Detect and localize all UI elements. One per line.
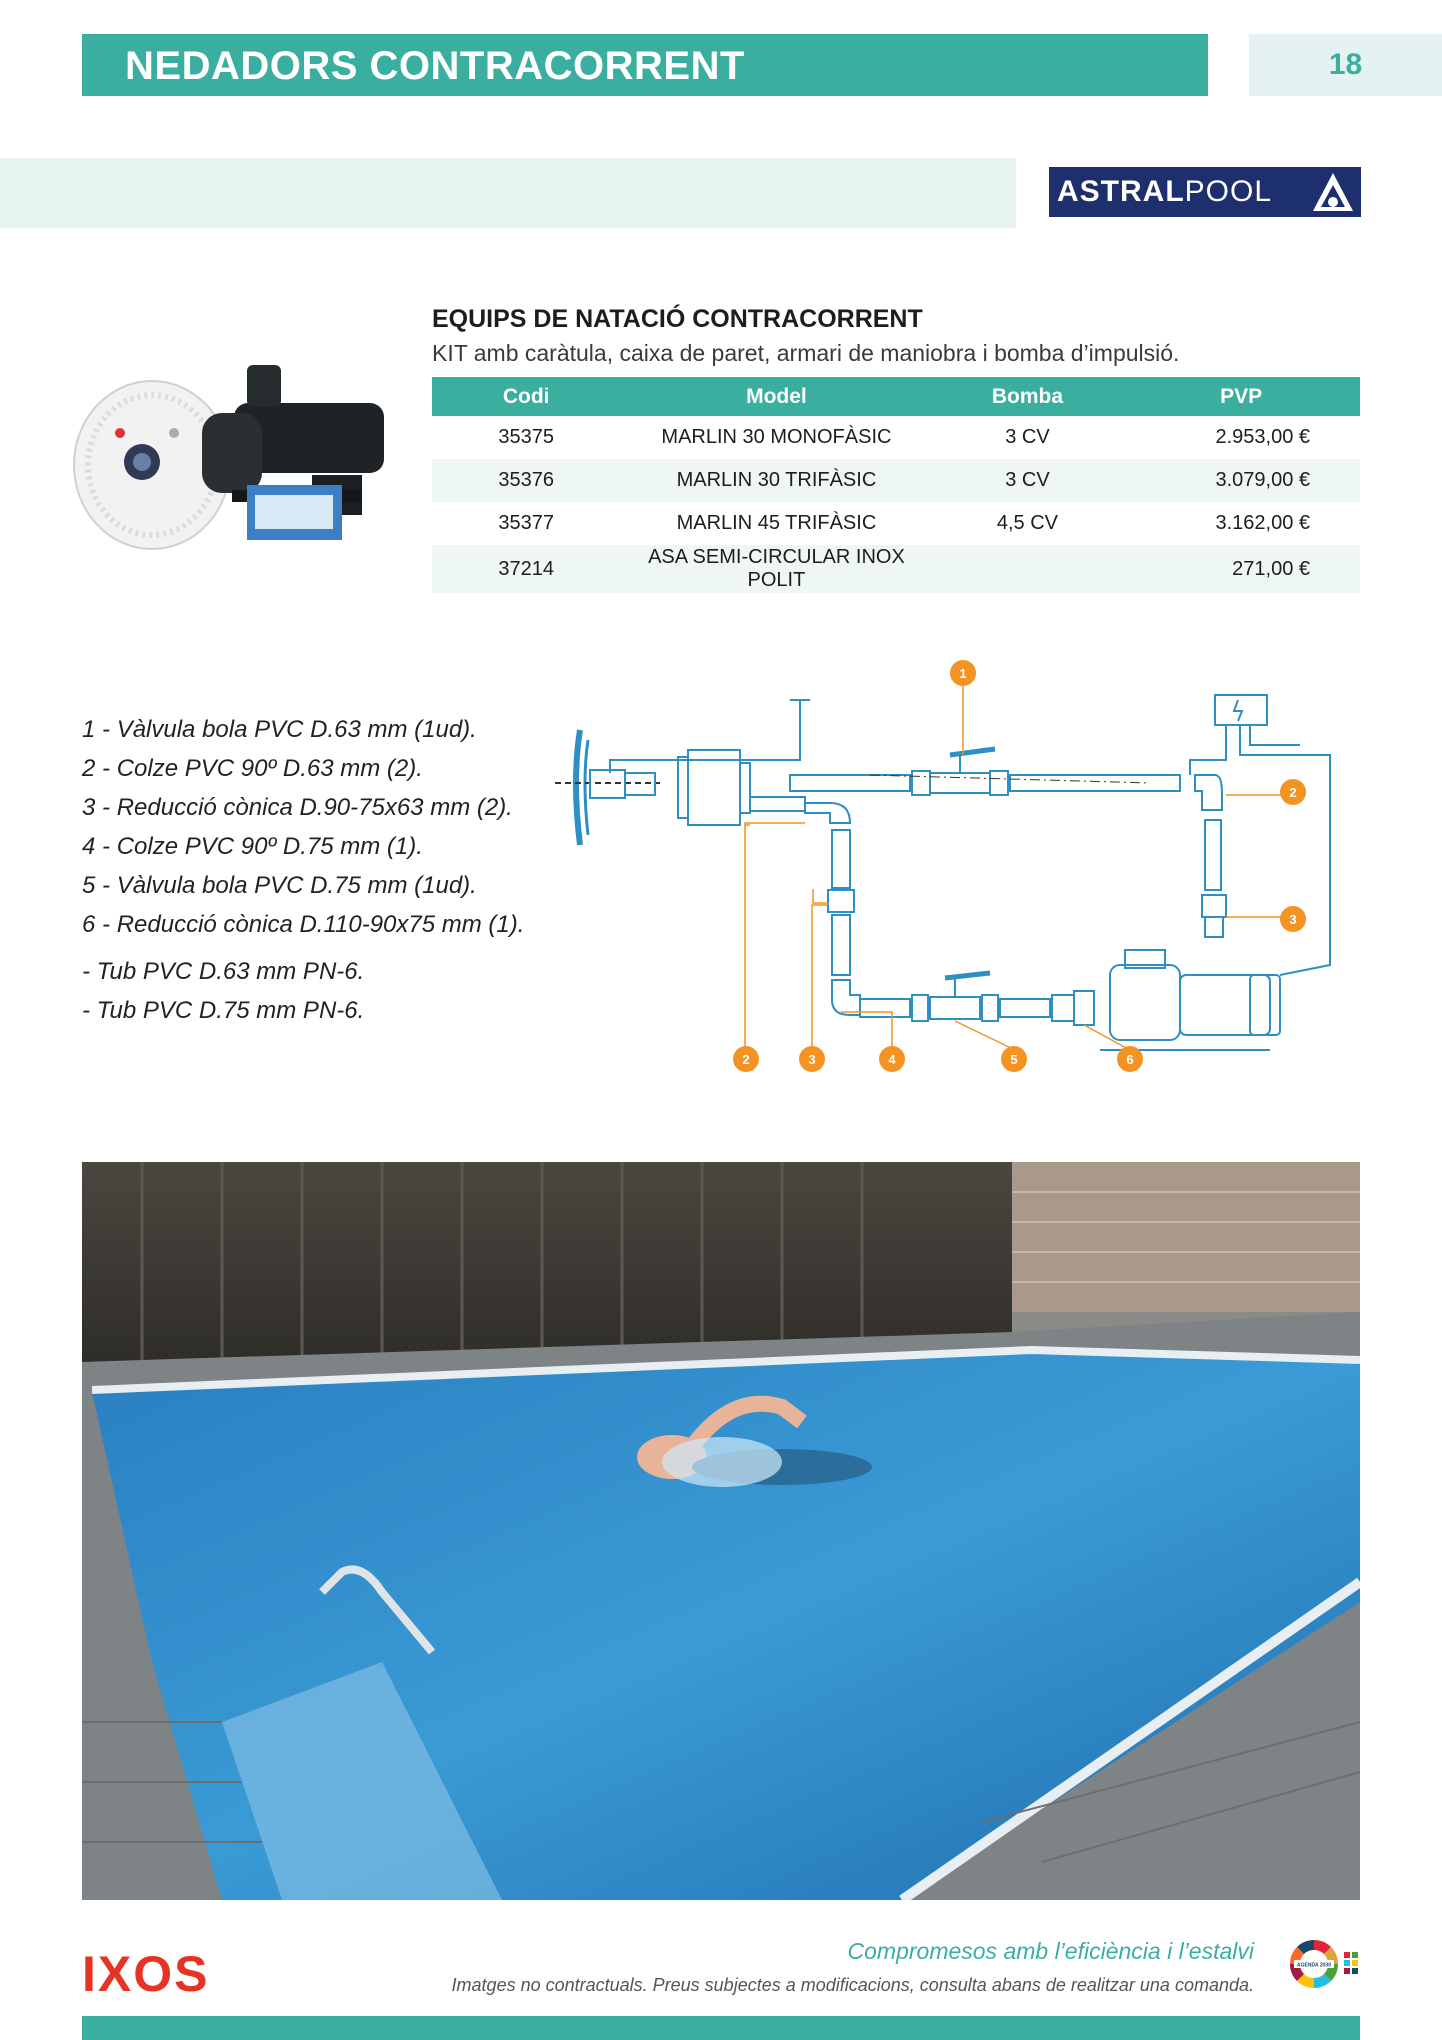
cell-model: MARLIN 45 TRIFÀSIC	[676, 512, 877, 534]
section-description: KIT amb caràtula, caixa de paret, armari de maniobra i bomba d’impulsió.	[432, 340, 1180, 366]
part-text: - Vàlvula bola PVC D.75 mm (1ud).	[95, 872, 477, 899]
bottom-bar	[82, 2016, 1360, 2040]
agenda-text: AGENDA 2030	[1297, 1962, 1331, 1969]
logo-bold-text: ASTRAL	[1057, 175, 1185, 208]
cell-codi: 37214	[432, 545, 620, 593]
callout-label: 2	[1289, 785, 1297, 800]
col-header-codi: Codi	[432, 377, 620, 416]
col-header-model: Model	[620, 377, 932, 416]
part-text: - Colze PVC 90º D.75 mm (1).	[95, 833, 423, 860]
part-item-5	[82, 871, 477, 901]
page-number: 18	[1328, 48, 1363, 81]
tube-item-1: - Tub PVC D.63 mm PN-6.	[82, 958, 365, 985]
cell-pvp: 3.079,00 €	[1122, 459, 1360, 502]
callout-label: 3	[1289, 912, 1297, 927]
part-number: 6	[82, 911, 96, 938]
cell-codi: 35376	[432, 459, 620, 502]
part-text: - Vàlvula bola PVC D.63 mm (1ud).	[95, 716, 477, 743]
part-text: - Colze PVC 90º D.63 mm (2).	[95, 755, 423, 782]
callout-label: 4	[888, 1052, 896, 1067]
table-row	[432, 416, 1360, 459]
part-number: 3	[82, 794, 96, 821]
table-row	[432, 502, 1360, 545]
pool-photo	[82, 1162, 1360, 1900]
cell-model: ASA SEMI-CIRCULAR INOX POLIT	[620, 545, 932, 593]
astralpool-mark-icon	[1311, 171, 1355, 213]
callout-label: 2	[742, 1052, 750, 1067]
tube-item-2: - Tub PVC D.75 mm PN-6.	[82, 997, 365, 1024]
part-text: - Reducció cònica D.90-75x63 mm (2).	[95, 794, 513, 821]
callout-label: 6	[1126, 1052, 1134, 1067]
astralpool-logo-text	[1057, 167, 1272, 217]
cell-bomba	[933, 545, 1123, 593]
installation-diagram	[550, 655, 1350, 1080]
price-table	[432, 377, 1360, 593]
cell-model: MARLIN 30 MONOFÀSIC	[661, 426, 892, 448]
footer-tagline: Compromesos amb l’eficiència i l’estalvi	[847, 1938, 1254, 1964]
table-header-row	[432, 377, 1360, 416]
cell-codi: 35375	[498, 426, 554, 448]
part-number: 2	[82, 755, 96, 782]
cell-bomba: 3 CV	[1005, 426, 1050, 448]
col-header-pvp: PVP	[1122, 377, 1360, 416]
cell-pvp: 2.953,00 €	[1215, 426, 1310, 448]
section-heading: EQUIPS DE NATACIÓ CONTRACORRENT	[432, 305, 923, 333]
part-item-3	[82, 793, 513, 823]
part-number: 5	[82, 872, 96, 899]
part-number: 4	[82, 833, 96, 860]
callout-label: 3	[808, 1052, 816, 1067]
logo-light-text: POOL	[1184, 175, 1273, 208]
part-text: - Reducció cònica D.110-90x75 mm (1).	[95, 911, 525, 938]
agenda-2030-logo	[1278, 1938, 1360, 1990]
col-header-bomba: Bomba	[933, 377, 1123, 416]
cell-bomba: 4,5 CV	[996, 512, 1059, 534]
cell-codi: 35377	[498, 512, 554, 534]
part-item-2	[82, 754, 423, 784]
part-item-6	[82, 910, 524, 940]
subheader-band	[0, 158, 1016, 228]
page-title: NEDADORS CONTRACORRENT	[125, 44, 745, 88]
part-number: 1	[82, 716, 96, 743]
cell-bomba: 3 CV	[933, 459, 1123, 502]
part-item-1	[82, 715, 477, 745]
callout-label: 5	[1010, 1052, 1018, 1067]
table-row	[432, 545, 1360, 593]
astralpool-logo	[1049, 167, 1361, 217]
part-item-4	[82, 832, 423, 862]
table-row	[432, 459, 1360, 502]
cell-pvp: 3.162,00 €	[1215, 512, 1310, 534]
cell-pvp: 271,00 €	[1122, 545, 1360, 593]
callout-label: 1	[959, 666, 967, 681]
footer-disclaimer: Imatges no contractuals. Preus subjectes a modificacions, consulta abans de realitzar una comanda.	[451, 1975, 1254, 1995]
product-photo	[72, 355, 392, 560]
cell-model: MARLIN 30 TRIFÀSIC	[620, 459, 932, 502]
ixos-logo: IXOS	[82, 1946, 210, 2002]
